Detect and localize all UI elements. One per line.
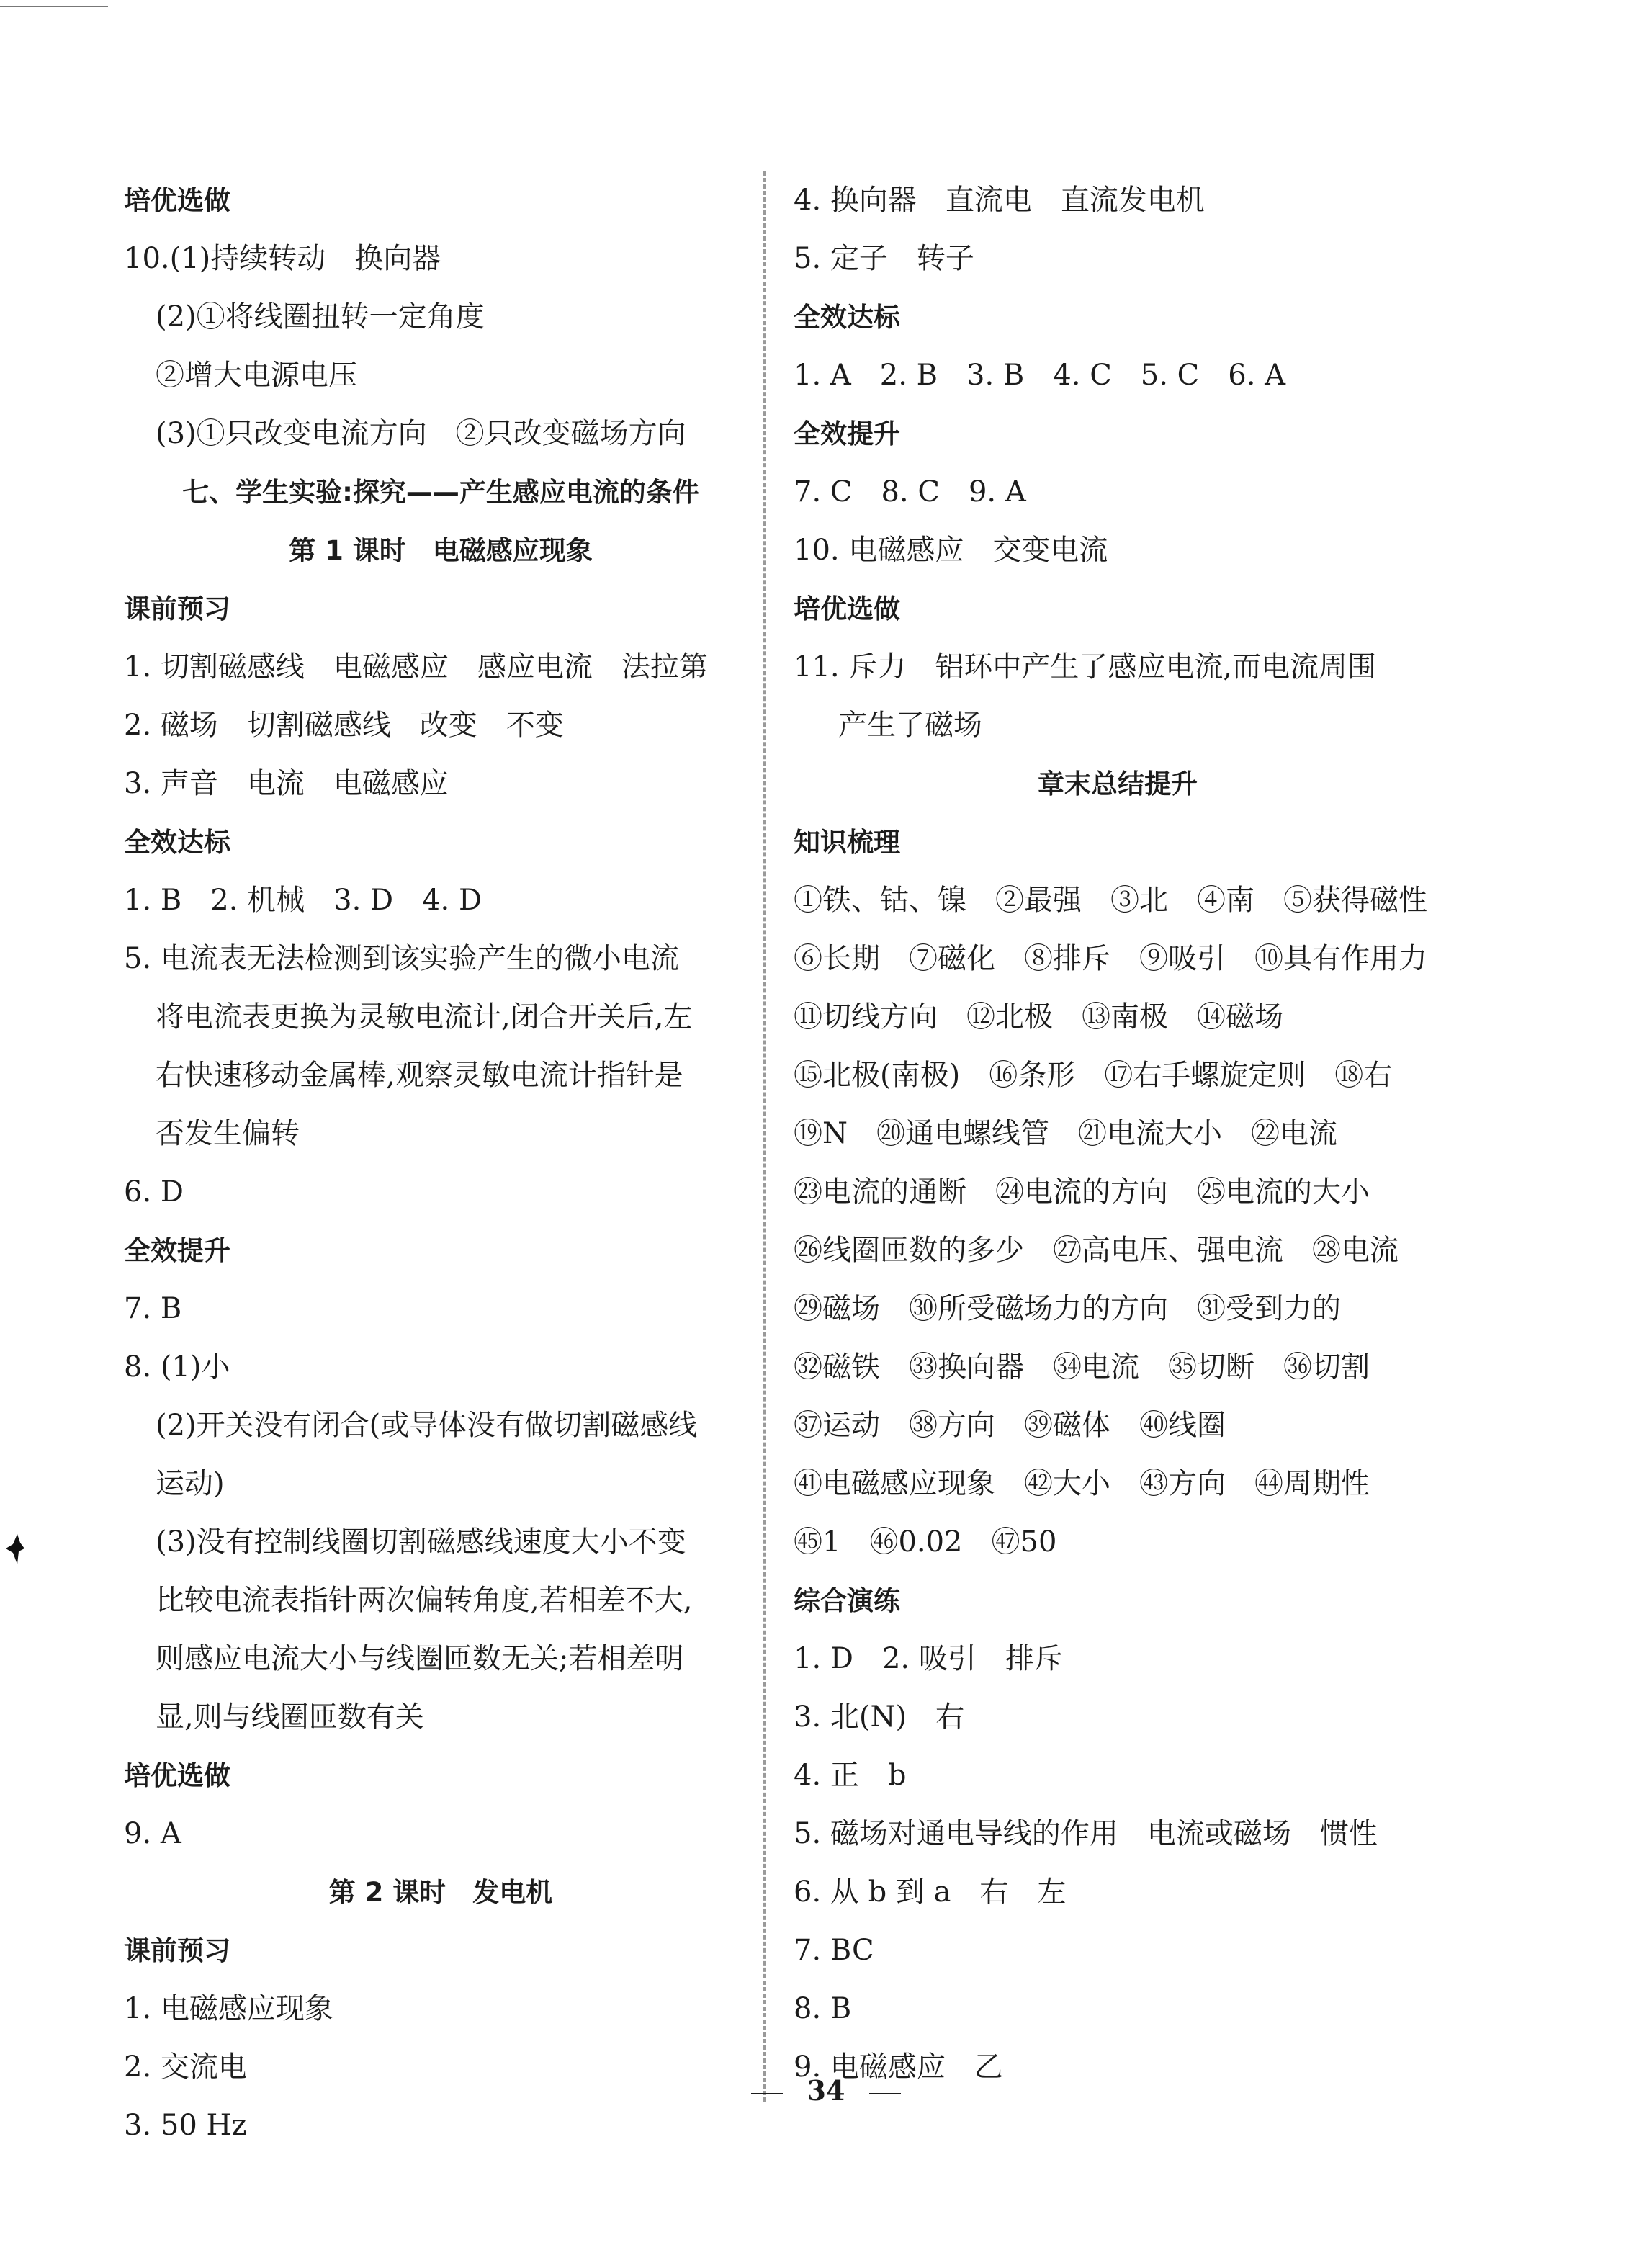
right-line: ⑲N ⑳通电螺线管 ㉑电流大小 ㉒电流 <box>794 1117 1337 1150</box>
left-line: 2. 交流电 <box>124 2050 247 2084</box>
left-line: 运动) <box>156 1467 225 1500</box>
right-line: ㉖线圈匝数的多少 ㉗高电压、强电流 ㉘电流 <box>794 1234 1399 1267</box>
left-line: 显,则与线圈匝数有关 <box>156 1700 424 1734</box>
left-line: 1. 切割磁感线 电磁感应 感应电流 法拉第 <box>124 650 708 683</box>
left-line: (3)没有控制线圈切割磁感线速度大小不变 <box>156 1525 686 1559</box>
page-number <box>0 2074 1652 2107</box>
left-line: 8. (1)小 <box>124 1350 230 1384</box>
right-line: ①铁、钴、镍 ②最强 ③北 ④南 ⑤获得磁性 <box>794 884 1427 917</box>
right-line: 产生了磁场 <box>838 709 982 742</box>
left-line: 比较电流表指针两次偏转角度,若相差不大, <box>156 1584 693 1617</box>
left-line: 则感应电流大小与线圈匝数无关;若相差明 <box>156 1642 684 1675</box>
right-line: ㊶电磁感应现象 ㊷大小 ㊸方向 ㊹周期性 <box>794 1467 1370 1500</box>
left-heading: 培优选做 <box>124 1760 230 1791</box>
right-line: 4. 换向器 直流电 直流发电机 <box>794 184 1205 217</box>
right-line: ⑥长期 ⑦磁化 ⑧排斥 ⑨吸引 ⑩具有作用力 <box>794 942 1427 975</box>
page-number-text: 34 <box>807 2074 845 2107</box>
left-line: (2)开关没有闭合(或导体没有做切割磁感线 <box>156 1409 698 1442</box>
left-line: ②增大电源电压 <box>156 359 357 392</box>
column-divider <box>763 171 766 2102</box>
right-line: 7. C 8. C 9. A <box>794 475 1026 508</box>
right-line: 5. 磁场对通电导线的作用 电流或磁场 惯性 <box>794 1817 1378 1850</box>
right-line: 11. 斥力 铝环中产生了感应电流,而电流周围 <box>794 650 1377 683</box>
left-heading: 课前预习 <box>124 593 230 624</box>
left-heading: 培优选做 <box>124 185 230 216</box>
right-column <box>794 171 1442 2097</box>
right-line: ㉙磁场 ㉚所受磁场力的方向 ㉛受到力的 <box>794 1292 1341 1325</box>
left-line: 5. 电流表无法检测到该实验产生的微小电流 <box>124 942 679 975</box>
left-line: 1. 电磁感应现象 <box>124 1992 333 2025</box>
right-line: ⑮北极(南极) ⑯条形 ⑰右手螺旋定则 ⑱右 <box>794 1059 1393 1092</box>
right-heading: 章末总结提升 <box>1038 768 1198 799</box>
left-line: (3)①只改变电流方向 ②只改变磁场方向 <box>156 417 686 450</box>
left-line: 2. 磁场 切割磁感线 改变 不变 <box>124 709 564 742</box>
ink-blot-mark <box>4 1533 26 1566</box>
right-line: ㉜磁铁 ㉝换向器 ㉞电流 ㉟切断 ㊱切割 <box>794 1350 1370 1384</box>
right-line: 4. 正 b <box>794 1759 907 1792</box>
left-line: 6. D <box>124 1175 184 1209</box>
left-line: 7. B <box>124 1292 182 1325</box>
right-line: ㊺1 ㊻0.02 ㊼50 <box>794 1525 1057 1559</box>
right-line: 5. 定子 转子 <box>794 242 974 275</box>
right-heading: 全效提升 <box>794 418 900 449</box>
right-heading: 综合演练 <box>794 1585 900 1616</box>
right-heading: 全效达标 <box>794 302 900 333</box>
left-heading: 全效提升 <box>124 1235 230 1266</box>
right-line: 3. 北(N) 右 <box>794 1700 965 1734</box>
left-line: 1. B 2. 机械 3. D 4. D <box>124 884 482 917</box>
left-heading: 第 2 课时 发电机 <box>328 1877 553 1908</box>
left-heading: 第 1 课时 电磁感应现象 <box>289 535 593 566</box>
left-line: 右快速移动金属棒,观察灵敏电流计指针是 <box>156 1059 683 1092</box>
right-heading: 知识梳理 <box>794 827 900 858</box>
right-line: 9. 电磁感应 乙 <box>794 2050 1003 2084</box>
right-line: ㊲运动 ㊳方向 ㊴磁体 ㊵线圈 <box>794 1409 1226 1442</box>
left-heading: 七、学生实验:探究——产生感应电流的条件 <box>182 477 699 508</box>
right-line: 1. D 2. 吸引 排斥 <box>794 1642 1063 1675</box>
right-heading: 培优选做 <box>794 593 900 624</box>
left-line: 将电流表更换为灵敏电流计,闭合开关后,左 <box>156 1000 693 1034</box>
right-line: ㉓电流的通断 ㉔电流的方向 ㉕电流的大小 <box>794 1175 1370 1209</box>
page-dash-left <box>751 2093 783 2094</box>
left-heading: 课前预习 <box>124 1935 230 1966</box>
left-line: 3. 50 Hz <box>124 2109 247 2142</box>
left-line: (2)①将线圈扭转一定角度 <box>156 300 485 333</box>
right-line: 6. 从 b 到 a 右 左 <box>794 1875 1067 1909</box>
left-heading: 全效达标 <box>124 827 230 858</box>
left-line: 否发生偏转 <box>156 1117 300 1150</box>
left-line: 3. 声音 电流 电磁感应 <box>124 767 449 800</box>
left-line: 10.(1)持续转动 换向器 <box>124 242 441 275</box>
right-line: 8. B <box>794 1992 852 2025</box>
top-rule <box>0 6 108 7</box>
right-line: 10. 电磁感应 交变电流 <box>794 534 1108 567</box>
right-line: 7. BC <box>794 1934 874 1967</box>
right-line: ⑪切线方向 ⑫北极 ⑬南极 ⑭磁场 <box>794 1000 1283 1034</box>
page-dash-right <box>869 2093 901 2094</box>
right-line: 1. A 2. B 3. B 4. C 5. C 6. A <box>794 359 1286 392</box>
left-column <box>124 171 758 2155</box>
left-line: 9. A <box>124 1817 181 1850</box>
